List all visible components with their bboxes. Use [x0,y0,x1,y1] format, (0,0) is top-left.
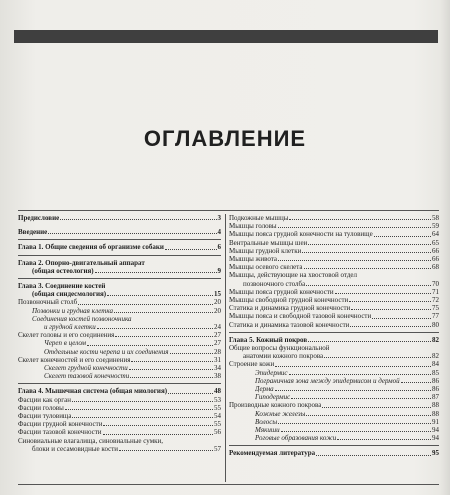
toc-entry-title: Синовиальные влагалища, синовиальные сумки, [18,436,164,445]
toc-entry[interactable] [229,352,439,360]
dot-leader [115,336,213,337]
toc-chapter-entry[interactable] [229,336,439,344]
toc-page-number: 57 [214,444,221,453]
dot-leader [103,425,213,426]
toc-bottom-rule [18,484,439,485]
dot-leader [129,369,213,370]
toc-page-number: 72 [432,296,439,305]
toc-section-rule [18,278,221,279]
toc-page-number: 28 [214,347,221,356]
toc-page-number: 80 [432,320,439,329]
dot-leader [119,450,213,451]
dot-leader [316,455,431,456]
toc-page-number: 82 [432,352,439,361]
dot-leader [72,401,213,402]
dot-leader [374,236,431,237]
toc-entry-title: Эпидермис [255,368,288,377]
toc-entry-title: Вентральные мышцы шеи [229,238,308,247]
toc-page-number: 3 [217,214,221,222]
toc-entry-title: Мышцы свободной грудной конечности [229,296,349,305]
toc-entry[interactable] [18,323,221,331]
toc-entry[interactable] [229,426,439,434]
toc-entry-title: Позвоночный столб [18,298,78,307]
dot-leader [95,272,217,273]
page-shadow [440,0,450,495]
toc-right-column [229,214,439,458]
toc-entry[interactable] [18,396,221,404]
toc-entry-title: Отдельные кости черепа и их соединения [44,347,169,356]
toc-page-number: 88 [432,401,439,410]
toc-entry-title: Общие вопросы функциональной [229,344,330,353]
dot-leader [350,326,431,327]
toc-entry[interactable] [229,434,439,442]
toc-entry[interactable] [229,344,439,352]
dot-leader [401,382,431,383]
toc-entry-title: Мякиши [255,426,280,435]
toc-entry-title: Фасции головы [18,403,64,412]
toc-entry-title: Скелет тазовой конечности [44,372,130,381]
toc-entry-title: Рекомендуемая литература [229,449,316,458]
toc-entry[interactable] [229,263,439,271]
toc-top-rule [18,210,439,211]
toc-entry[interactable] [18,404,221,412]
dot-leader [304,268,432,269]
toc-page-number: 77 [432,312,439,321]
toc-entry[interactable] [18,445,221,453]
dot-leader [107,295,213,296]
dot-leader [306,415,431,416]
dot-leader [97,328,213,329]
toc-page-number: 84 [432,360,439,369]
toc-entry-title: Фасции тазовой конечности [18,428,102,437]
toc-page-number: 6 [217,243,221,252]
toc-entry-title: анатомии кожного покрова [243,352,324,361]
toc-entry-title: Фасции туловища [18,412,72,421]
toc-entry-title: Производные кожного покрова [229,401,322,410]
toc-entry-title: Мышцы живота [229,255,278,264]
toc-entry-title: Глава 5. Кожный покров [229,335,308,344]
toc-entry[interactable] [229,377,439,385]
toc-entry[interactable] [18,437,221,445]
toc-page-number: 56 [214,428,221,437]
toc-entry-title: позвоночного столба [243,279,306,288]
dot-leader [351,309,431,310]
toc-page-number: 55 [214,403,221,412]
toc-entry[interactable] [18,372,221,380]
toc-section-rule [229,445,439,446]
toc-entry[interactable] [229,288,439,296]
toc-page-number: 91 [432,417,439,426]
toc-entry-title: Соединения костей позвоночника [32,314,132,323]
toc-entry[interactable] [229,393,439,401]
toc-entry[interactable] [18,412,221,420]
toc-entry[interactable] [229,410,439,418]
toc-page-number: 65 [432,238,439,247]
toc-entry[interactable] [18,356,221,364]
toc-entry[interactable] [229,312,439,320]
toc-page-number: 71 [432,287,439,296]
dot-leader [337,439,431,440]
toc-page-number: 48 [214,387,221,396]
toc-page-number: 4 [217,228,221,237]
header-bar [14,30,438,43]
toc-entry-title: Глава 2. Опорно-двигательный аппарат [18,258,145,267]
toc-entry[interactable] [229,449,439,457]
toc-entry[interactable] [18,228,221,236]
toc-entry-title: Глава 4. Мышечная система (общая миология) [18,387,168,396]
toc-page-number: 55 [214,420,221,429]
toc-entry-title: Мышцы грудной клетки [229,246,302,255]
dot-leader [302,252,431,253]
dot-leader [48,233,216,234]
toc-chapter-entry[interactable] [18,282,221,290]
toc-entry-title: Глава 3. Соединение костей [18,282,106,291]
toc-page-number: 86 [432,376,439,385]
dot-leader [289,219,431,220]
dot-leader [306,285,431,286]
toc-entry[interactable] [18,339,221,347]
toc-entry-title: Предисловие [18,214,60,222]
dot-leader [275,366,431,367]
dot-leader [60,219,216,220]
toc-section-rule [229,332,439,333]
toc-page-number: 31 [214,355,221,364]
toc-entry[interactable] [229,360,439,368]
toc-entry[interactable] [229,385,439,393]
toc-entry[interactable] [229,369,439,377]
toc-entry-title: Статика и динамика тазовой конечности [229,320,350,329]
dot-leader [335,293,431,294]
dot-leader [103,434,213,435]
toc-entry-title: Мышцы осевого скелета [229,263,303,272]
toc-entry[interactable] [229,401,439,409]
toc-page-number: 95 [432,449,439,458]
toc-entry[interactable] [229,247,439,255]
toc-page-number: 87 [432,393,439,402]
toc-page-number: 27 [214,339,221,348]
dot-leader [308,244,431,245]
toc-entry-title: Гиподермис [255,393,291,402]
dot-leader [170,353,213,354]
toc-page-number: 20 [214,298,221,307]
toc-page-number: 94 [432,426,439,435]
dot-leader [289,374,431,375]
toc-page-number: 9 [217,266,221,275]
toc-entry-title: Мышцы головы [229,222,277,231]
toc-section-rule [18,383,221,384]
dot-leader [291,398,431,399]
toc-chapter-entry[interactable] [18,259,221,267]
dot-leader [78,304,213,305]
toc-page-number: 82 [432,335,439,344]
toc-page-number: 75 [432,304,439,313]
toc-entry[interactable] [18,214,221,222]
dot-leader [65,409,213,410]
dot-leader [131,361,213,362]
toc-page-number: 88 [432,409,439,418]
dot-leader [278,227,431,228]
dot-leader [87,345,213,346]
toc-entry-title: Мышцы пояса грудной конечности на туловище [229,230,373,239]
toc-section-rule [18,239,221,240]
toc-entry[interactable] [229,304,439,312]
toc-page-number: 24 [214,323,221,332]
toc-entry-title: Фасции как орган [18,395,72,404]
toc-page-number: 58 [432,214,439,222]
toc-entry-title: блоки и сесамовидные кости [32,444,119,453]
toc-page-number: 53 [214,395,221,404]
toc-entry-title: Мышцы пояса грудной конечности [229,287,334,296]
toc-page-number: 59 [432,222,439,231]
toc-page-number: 54 [214,412,221,421]
toc-entry[interactable] [18,307,221,315]
dot-leader [281,431,431,432]
toc-page-number: 68 [432,263,439,272]
toc-entry-title: Скелет головы и его соединения [18,331,115,340]
toc-page-number: 85 [432,368,439,377]
dot-leader [168,393,213,394]
dot-leader [349,301,431,302]
toc-entry-title: Мышцы, действующие на хвостовой отдел [229,271,358,280]
toc-chapter-entry[interactable] [18,243,221,251]
toc-entry-title: (общая остеология) [32,266,94,275]
toc-entry-title: Статика и динамика грудной конечности [229,304,351,313]
dot-leader [308,341,431,342]
toc-page-number: 66 [432,246,439,255]
toc-entry-title: Волосы [255,417,278,426]
toc-entry[interactable] [18,298,221,306]
toc-entry-title: Фасции грудной конечности [18,420,103,429]
toc-entry-title: Мышцы пояса и свободной тазовой конечности [229,312,372,321]
toc-entry-title: Роговые образования кожи [255,434,337,443]
toc-page-number: 86 [432,385,439,394]
toc-entry-title: Череп в целом [44,339,87,348]
toc-section-rule [18,255,221,256]
toc-entry[interactable] [18,290,221,298]
dot-leader [278,423,431,424]
toc-entry[interactable] [229,230,439,238]
toc-page-number: 20 [214,306,221,315]
dot-leader [130,377,213,378]
dot-leader [322,407,431,408]
dot-leader [72,417,213,418]
toc-entry[interactable] [229,255,439,263]
toc-entry-title: Подкожные мышцы [229,214,289,222]
toc-entry[interactable] [18,348,221,356]
toc-entry[interactable] [229,271,439,279]
toc-left-column [18,214,221,453]
dot-leader [165,249,217,250]
toc-entry[interactable] [18,420,221,428]
toc-entry[interactable] [229,239,439,247]
toc-entry[interactable] [229,214,439,222]
toc-page-number: 27 [214,331,221,340]
toc-entry-title: Строение кожи [229,360,275,369]
toc-entry[interactable] [229,222,439,230]
toc-entry[interactable] [229,418,439,426]
dot-leader [324,357,431,358]
toc-entry[interactable] [18,364,221,372]
toc-page-number: 64 [432,230,439,239]
dot-leader [372,318,431,319]
toc-page-number: 38 [214,372,221,381]
toc-entry-title: (общая синдесмология) [32,290,107,299]
toc-page-number: 34 [214,364,221,373]
toc-entry[interactable] [18,428,221,436]
toc-entry[interactable] [229,321,439,329]
toc-entry[interactable] [229,280,439,288]
toc-chapter-entry[interactable] [18,387,221,395]
toc-entry-title: Скелет грудной конечности [44,364,128,373]
toc-page-number: 94 [432,434,439,443]
toc-page-number: 15 [214,290,221,299]
toc-entry-title: Позвонки и грудная клетка [32,306,113,315]
toc-entry-title: Пограничная зона между эпидермисом и дермой [255,376,400,385]
toc-entry[interactable] [18,267,221,275]
column-divider [225,214,226,482]
dot-leader [278,260,431,261]
toc-entry[interactable] [18,331,221,339]
dot-leader [275,390,431,391]
toc-entry-title: и грудной клетки [44,323,96,332]
toc-entry[interactable] [229,296,439,304]
dot-leader [114,312,213,313]
toc-entry-title: Дерма [255,385,274,394]
toc-entry-title: Кожные железы [255,409,306,418]
page-title: ОГЛАВЛЕНИЕ [143,126,307,151]
toc-entry[interactable] [18,315,221,323]
toc-entry-title: Скелет конечностей и его соединения [18,355,131,364]
toc-page-number: 66 [432,255,439,264]
toc-entry-title: Глава 1. Общие сведения об организме собаки [18,243,164,252]
toc-page-number: 70 [432,279,439,288]
toc-entry-title: Введение [18,228,48,237]
